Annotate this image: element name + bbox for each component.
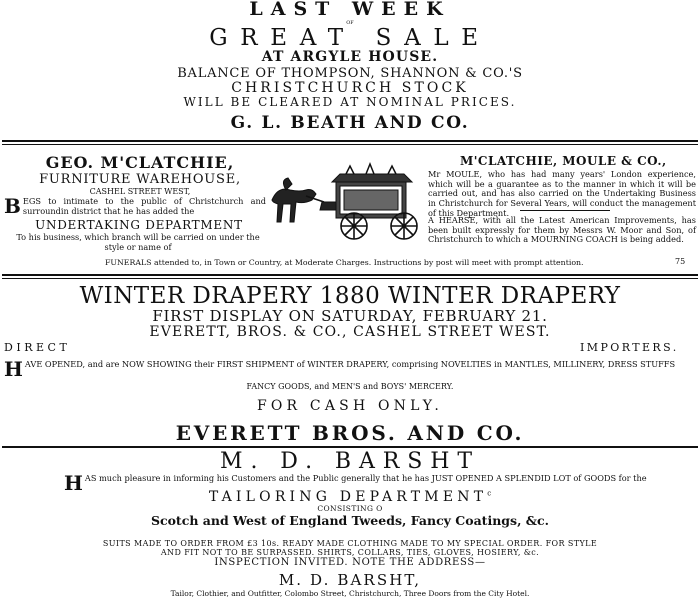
ad-reference: 75: [675, 257, 686, 266]
opened-text: AVE OPENED, and are NOW SHOWING their FIRST SHIPMENT of WINTER DRAPERY, comprising NOVELTIES in MANTLES, MILLINERY, DRESS STUFFS: [24, 359, 676, 369]
consisting-label: CONSISTING O: [317, 504, 383, 513]
drop-cap: H: [4, 357, 23, 381]
section-divider: [2, 274, 698, 276]
short-divider: [520, 210, 610, 211]
winter-drapery-headline: WINTER DRAPERY 1880 WINTER DRAPERY: [79, 283, 621, 309]
tailoring-text: TAILORING DEPARTMENT: [208, 489, 488, 505]
begs-text: EGS to intimate to the public of Christchurch and surroundin district that he has added the: [22, 196, 266, 216]
direct-label: DIRECT: [4, 341, 71, 354]
great-sale-heading: GREAT SALE: [209, 25, 491, 51]
cleared-line: WILL BE CLEARED AT NOMINAL PRICES.: [183, 95, 517, 109]
tailoring-mark: c: [487, 489, 492, 498]
barsht-signature: M. D. BARSHT,: [278, 571, 422, 589]
pleasure-text: AS much pleasure in informing his Customers and the Public generally that he has JUST OPENED A SPLENDID LOT of GOODS for the: [84, 473, 647, 483]
everett-signature: EVERETT BROS. AND CO.: [175, 421, 525, 445]
branch-text: To his business, which branch will be carried on under the style or name of: [16, 232, 260, 252]
drop-cap: H: [64, 471, 83, 495]
drop-cap: B: [4, 194, 21, 218]
mclatchie-moule-firm: M'CLATCHIE, MOULE & CO.,: [460, 154, 667, 168]
barsht-heading: M. D. BARSHT: [220, 449, 480, 474]
moule-paragraph: Mr MOULE, who has had many years' London experience, which will be a guarantee as to the manner in which it will be carried out, and has also carried on the Undertaking Business in Christchurch for Several Years, will conduct the management of this Department.: [428, 169, 696, 218]
of-label: OF: [346, 20, 354, 26]
tweeds-line: Scotch and West of England Tweeds, Fancy Coatings, &c.: [150, 513, 550, 528]
cashel-street-west: CASHEL STREET WEST,: [89, 187, 191, 196]
cash-only-line: FOR CASH ONLY.: [256, 398, 444, 414]
argyle-house-line: AT ARGYLE HOUSE.: [261, 49, 439, 65]
suits-line-1: SUITS MADE TO ORDER FROM £3 10s. READY MADE CLOTHING MADE TO MY SPECIAL ORDER. FOR STYLE: [102, 539, 598, 548]
importers-label: IMPORTERS.: [580, 341, 679, 354]
mclatchie-name: GEO. M'CLATCHIE,: [45, 153, 235, 172]
suits-line-2: AND FIT NOT TO BE SURPASSED. SHIRTS, COLLARS, TIES, GLOVES, HOSIERY, &c.: [160, 548, 540, 557]
thompson-shannon-line: BALANCE OF THOMPSON, SHANNON & CO.'S: [177, 66, 523, 81]
undertaking-department: UNDERTAKING DEPARTMENT: [35, 218, 243, 232]
tailoring-department: [0, 490, 700, 504]
inspection-line: INSPECTION INVITED. NOTE THE ADDRESS—: [214, 557, 486, 568]
everett-address-line: EVERETT, BROS. & CO., CASHEL STREET WEST.: [149, 324, 551, 340]
opened-paragraph: [4, 357, 698, 381]
beath-signature: G. L. BEATH AND CO.: [230, 113, 470, 133]
barsht-address: Tailor, Clothier, and Outfitter, Colombo Street, Christchurch, Three Doors from the City Hotel.: [170, 589, 530, 598]
section-divider: [2, 446, 698, 448]
fancy-goods-line: FANCY GOODS, and MEN'S and BOYS' MERCERY.: [246, 382, 454, 391]
christchurch-stock-line: CHRISTCHURCH STOCK: [231, 80, 469, 96]
section-divider: [2, 278, 698, 279]
section-divider: [2, 144, 698, 145]
hearse-paragraph: A HEARSE, with all the Latest American Improvements, has been built expressly for them by Messrs W. Moor and Son, of Christchurch to which a MOURNING COACH is being added.: [428, 215, 696, 245]
first-display-line: FIRST DISPLAY ON SATURDAY, FEBRUARY 21.: [152, 307, 548, 325]
begs-paragraph: [4, 194, 266, 218]
section-divider: [2, 140, 698, 142]
funerals-line: FUNERALS attended to, in Town or Country, at Moderate Charges. Instructions by post will meet with prompt attention.: [105, 258, 584, 267]
hearse-carriage-illustration: [266, 160, 432, 242]
furniture-warehouse: FURNITURE WAREHOUSE,: [39, 172, 241, 187]
last-week-heading: LAST WEEK: [249, 0, 451, 20]
